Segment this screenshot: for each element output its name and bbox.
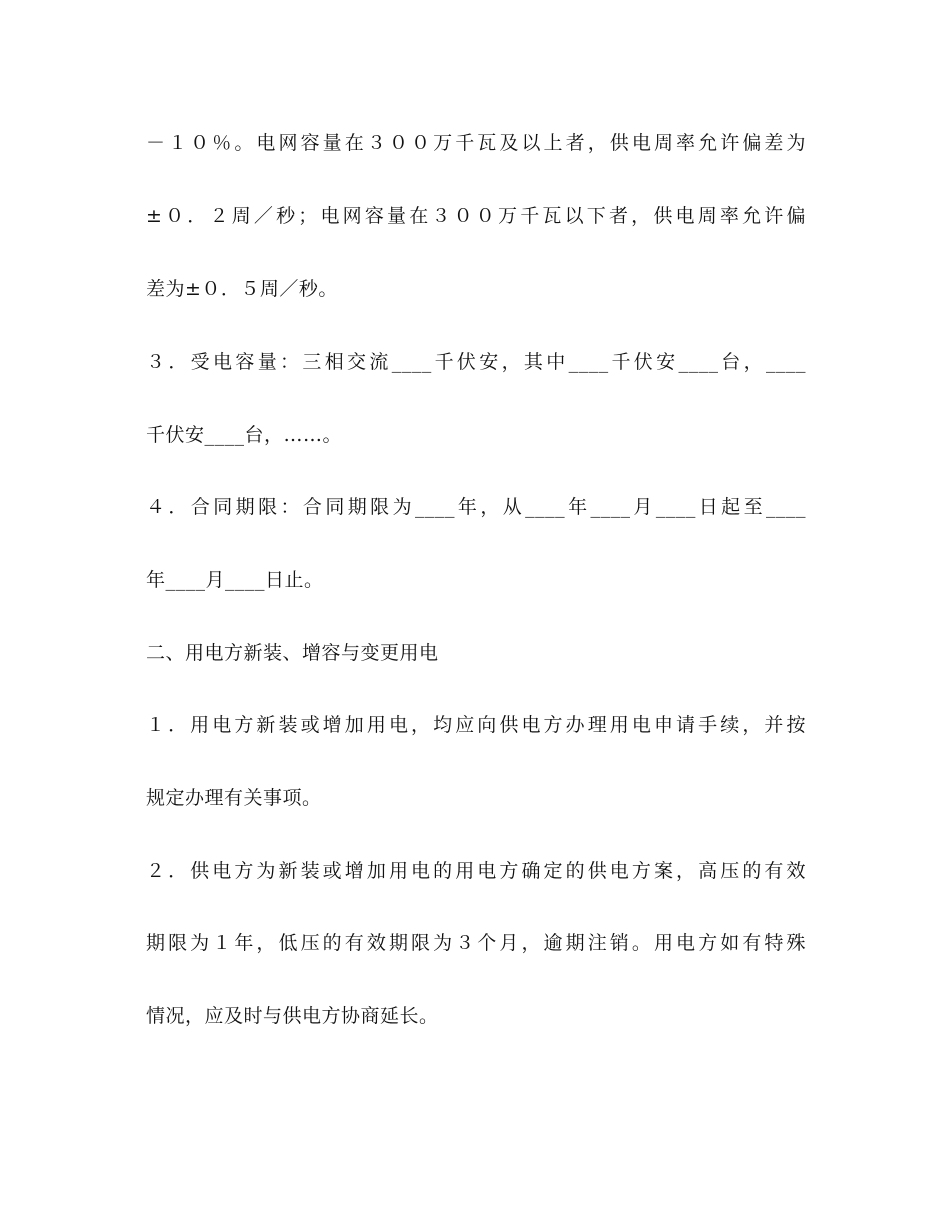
text-line-3: 差为±０．５周／秒。 (146, 278, 338, 300)
section-heading: 二、用电方新装、增容与变更用电 (146, 642, 439, 664)
text-line-1: －１０％。电网容量在３００万千瓦及以上者，供电周率允许偏差为 (146, 132, 806, 154)
text-line-12: 期限为１年，低压的有效期限为３个月，逾期注销。用电方如有特殊 (146, 932, 806, 954)
text-line-6: ４．合同期限：合同期限为____年，从____年____月____日起至____ (146, 496, 806, 518)
text-line-13: 情况，应及时与供电方协商延长。 (146, 1005, 439, 1027)
text-line-11: ２．供电方为新装或增加用电的用电方确定的供电方案，高压的有效 (146, 860, 806, 882)
text-line-4: ３．受电容量：三相交流____千伏安，其中____千伏安____台，____ (146, 351, 806, 373)
text-line-10: 规定办理有关事项。 (146, 787, 322, 809)
text-line-9: １．用电方新装或增加用电，均应向供电方办理用电申请手续，并按 (146, 714, 806, 736)
text-line-2: ±０．２周／秒；电网容量在３００万千瓦以下者，供电周率允许偏 (146, 205, 806, 227)
text-line-7: 年____月____日止。 (146, 569, 324, 591)
text-line-5: 千伏安____台，……。 (146, 424, 343, 446)
